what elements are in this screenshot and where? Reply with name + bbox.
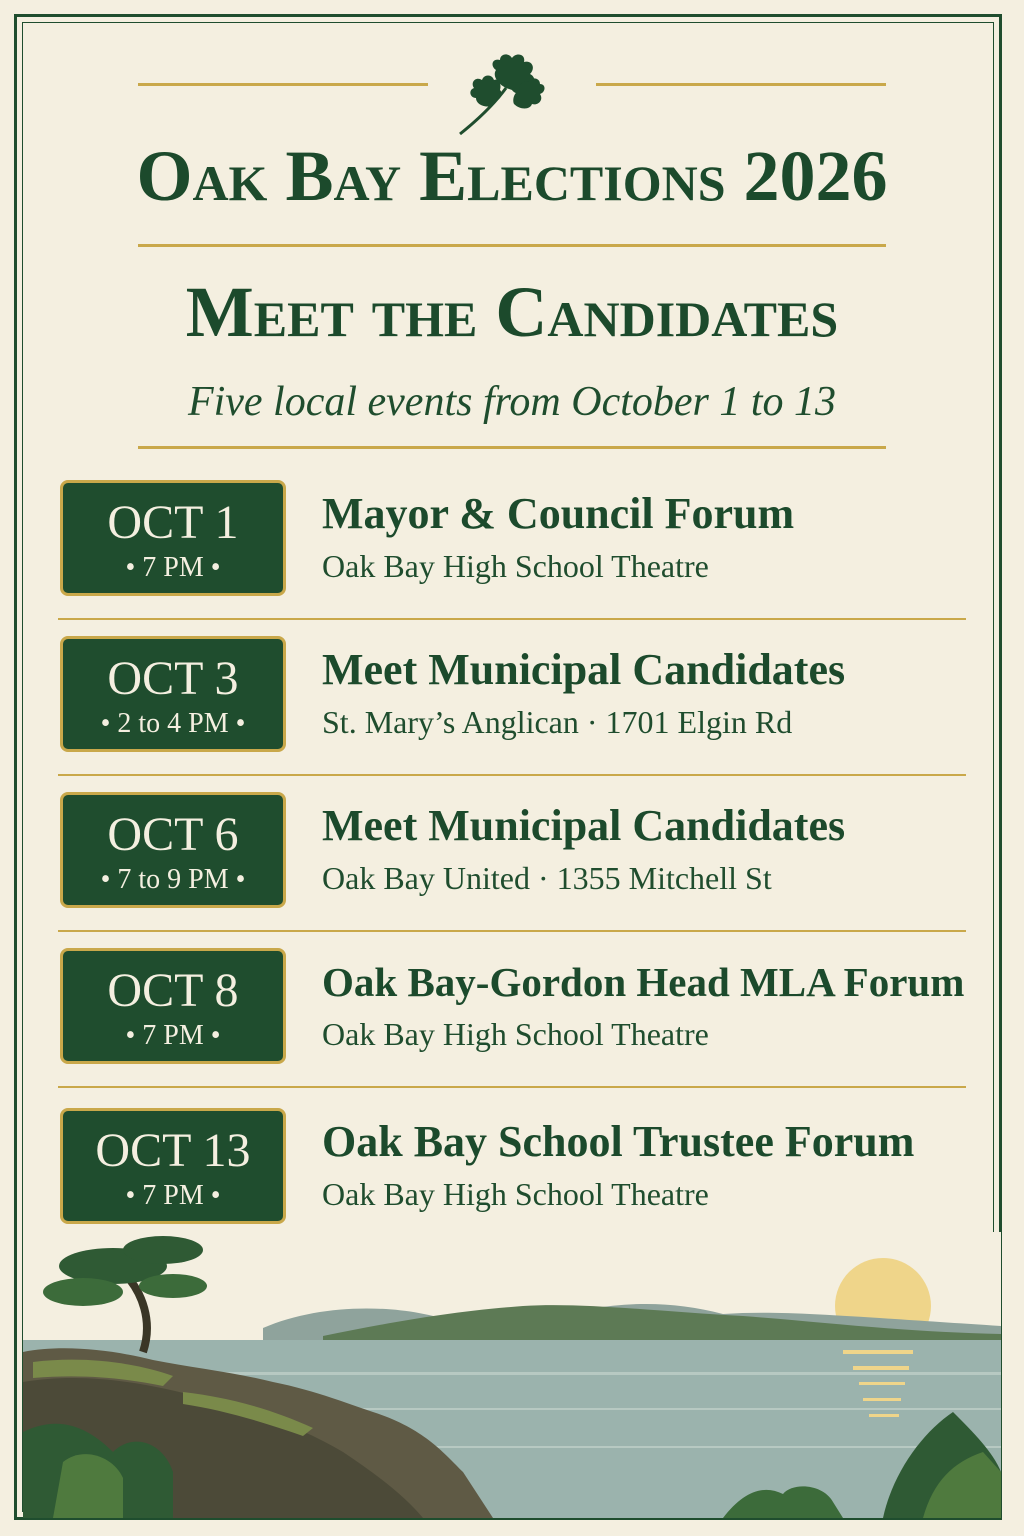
event-date: OCT 6 [107,808,239,861]
event-time: • 2 to 4 PM • [100,708,246,739]
date-badge [60,948,286,1064]
top-rule-right [596,83,886,86]
tagline: Five local events from October 1 to 13 [187,379,837,425]
event-date: OCT 1 [107,496,239,549]
oak-leaf-icon [440,48,570,138]
event-time: • 7 PM • [125,1180,221,1211]
page-subtitle: Meet the Candidates [185,272,839,352]
event-time: • 7 PM • [125,1020,221,1051]
event-title: Oak Bay-Gordon Head MLA Forum [322,959,965,1005]
event-item [58,790,966,946]
date-badge [60,480,286,596]
event-date: OCT 13 [95,1124,251,1177]
title-rule [138,244,886,247]
event-title: Oak Bay School Trustee Forum [322,1117,915,1166]
coastal-landscape-illustration [23,1232,1001,1518]
event-venue: Oak Bay High School Theatre [322,548,709,584]
divider [58,774,966,776]
event-venue: St. Mary’s Anglican · 1701 Elgin Rd [322,704,793,740]
event-title: Meet Municipal Candidates [322,801,846,850]
divider [58,618,966,620]
divider [58,1086,966,1088]
event-time: • 7 PM • [125,552,221,583]
event-title: Meet Municipal Candidates [322,645,846,694]
event-venue: Oak Bay United · 1355 Mitchell St [322,860,772,896]
event-date: OCT 3 [107,652,239,705]
divider [58,930,966,932]
page-title: Oak Bay Elections 2026 [136,136,888,216]
tagline-rule [138,446,886,449]
event-date: OCT 8 [107,964,239,1017]
event-item [58,634,966,790]
event-venue: Oak Bay High School Theatre [322,1176,709,1212]
event-time: • 7 to 9 PM • [100,864,246,895]
date-badge [60,1108,286,1224]
date-badge [60,792,286,908]
event-item [58,946,966,1102]
date-badge [60,636,286,752]
event-title: Mayor & Council Forum [322,489,795,538]
event-item [58,478,966,634]
event-venue: Oak Bay High School Theatre [322,1016,709,1052]
top-rule-left [138,83,428,86]
